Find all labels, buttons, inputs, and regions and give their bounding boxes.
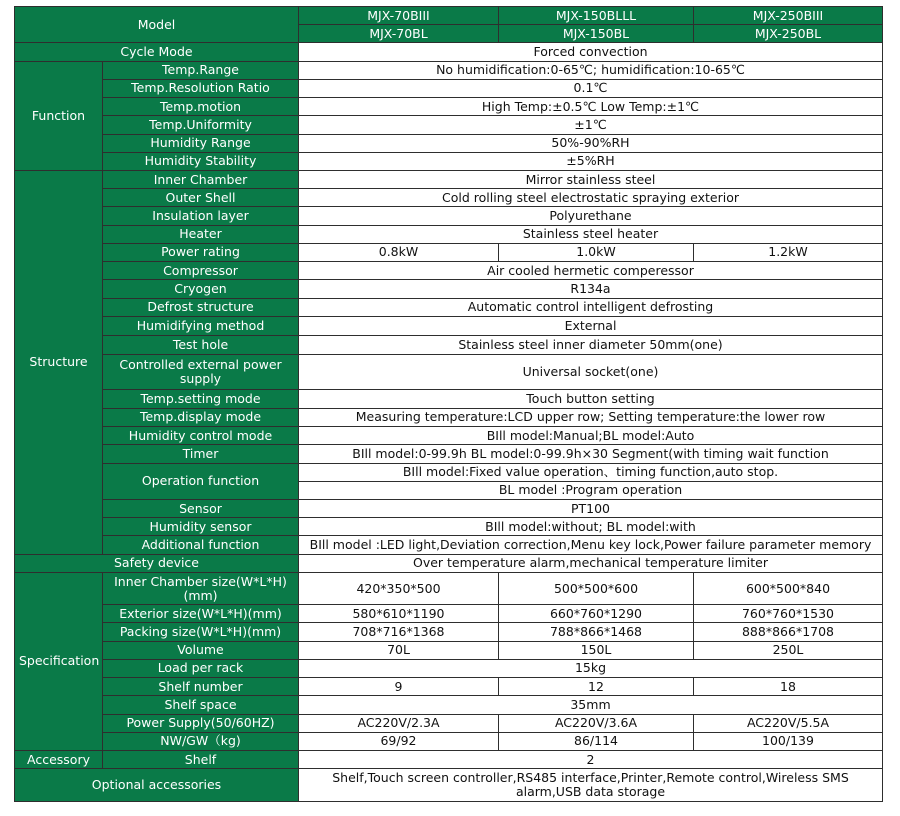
row-value: 12 [499,678,694,696]
row-label: Temp.Resolution Ratio [103,79,299,97]
row-value: External [299,316,883,335]
row-value: 86/114 [499,732,694,750]
row-value: 9 [299,678,499,696]
row-label: Temp.setting mode [103,389,299,408]
row-value: 708*716*1368 [299,623,499,641]
row-label: Volume [103,641,299,659]
row-label: Inner Chamber size(W*L*H)(mm) [103,572,299,604]
row-value: 150L [499,641,694,659]
row-value: 35mm [299,696,883,714]
row-value: AC220V/5.5A [694,714,883,732]
row-value: 1.2kW [694,243,883,261]
row-value: Cold rolling steel electrostatic spraying exterior [299,189,883,207]
row-label: Humidity Stability [103,152,299,170]
row-label: Shelf [103,750,299,768]
row-label: Humidity Range [103,134,299,152]
row-label: Outer Shell [103,189,299,207]
row-label: Humidifying method [103,316,299,335]
row-value: 500*500*600 [499,572,694,604]
row-value: AC220V/3.6A [499,714,694,732]
safety-device-value: Over temperature alarm,mechanical temperature limiter [299,554,883,572]
row-label: Insulation layer [103,207,299,225]
row-value: 70L [299,641,499,659]
row-label: Sensor [103,499,299,517]
model-name-1b: MJX-70BL [299,25,499,43]
accessory-section-label: Accessory [15,750,103,768]
row-value: 0.8kW [299,243,499,261]
row-value: Touch button setting [299,389,883,408]
model-name-2b: MJX-150BL [499,25,694,43]
row-value: BIll model:Manual;BL model:Auto [299,427,883,445]
row-value: Measuring temperature:LCD upper row; Setting temperature:the lower row [299,408,883,426]
row-value: 15kg [299,659,883,677]
row-value: BIll model:0-99.9h BL model:0-99.9h×30 Segment(with timing wait function [299,445,883,463]
row-value: 0.1℃ [299,79,883,97]
row-label: Heater [103,225,299,243]
row-value: 660*760*1290 [499,605,694,623]
row-value: BIll model :LED light,Deviation correction,Menu key lock,Power failure parameter memory [299,536,883,554]
row-label: Exterior size(W*L*H)(mm) [103,605,299,623]
cycle-mode-label: Cycle Mode [15,43,299,61]
row-label: Operation function [103,463,299,499]
row-value: No humidification:0-65℃; humidification:10-65℃ [299,61,883,79]
row-label: Timer [103,445,299,463]
row-value: PT100 [299,499,883,517]
model-name-3a: MJX-250BIII [694,7,883,25]
row-value: Automatic control intelligent defrosting [299,298,883,316]
row-label: Temp.Uniformity [103,116,299,134]
row-label: Test hole [103,335,299,354]
row-value: R134a [299,280,883,298]
optional-accessories-value: Shelf,Touch screen controller,RS485 interface,Printer,Remote control,Wireless SMS alarm,USB data storage [299,769,883,802]
row-label: Defrost structure [103,298,299,316]
row-value: Air cooled hermetic comperessor [299,262,883,280]
row-value: BIll model:without; BL model:with [299,518,883,536]
function-section-label: Function [15,61,103,170]
row-value: 100/139 [694,732,883,750]
row-value: 420*350*500 [299,572,499,604]
row-value: Stainless steel heater [299,225,883,243]
row-label: NW/GW（kg) [103,732,299,750]
row-label: Humidity sensor [103,518,299,536]
row-label: Temp.motion [103,98,299,116]
row-value: BL model :Program operation [299,481,883,499]
cycle-mode-value: Forced convection [299,43,883,61]
row-value: ±1℃ [299,116,883,134]
specification-section-label: Specification [15,572,103,750]
structure-section-label: Structure [15,170,103,554]
row-value: 760*760*1530 [694,605,883,623]
row-value: ±5%RH [299,152,883,170]
optional-accessories-label: Optional accessories [15,769,299,802]
row-label: Inner Chamber [103,170,299,188]
row-value: 18 [694,678,883,696]
model-name-2a: MJX-150BLLL [499,7,694,25]
row-value: Stainless steel inner diameter 50mm(one) [299,335,883,354]
row-label: Temp.display mode [103,408,299,426]
row-label: Temp.Range [103,61,299,79]
row-label: Additional function [103,536,299,554]
row-value: Mirror stainless steel [299,170,883,188]
row-label: Controlled external power supply [103,355,299,389]
row-label: Packing size(W*L*H)(mm) [103,623,299,641]
row-value: 580*610*1190 [299,605,499,623]
row-value: High Temp:±0.5℃ Low Temp:±1℃ [299,98,883,116]
safety-device-label: Safety device [15,554,299,572]
row-label: Humidity control mode [103,427,299,445]
model-name-3b: MJX-250BL [694,25,883,43]
row-value: AC220V/2.3A [299,714,499,732]
row-label: Cryogen [103,280,299,298]
row-value: 69/92 [299,732,499,750]
row-value: Polyurethane [299,207,883,225]
spec-table [14,6,883,802]
row-value: 600*500*840 [694,572,883,604]
row-value: BIll model:Fixed value operation、timing function,auto stop. [299,463,883,481]
row-value: 788*866*1468 [499,623,694,641]
row-label: Power rating [103,243,299,261]
row-label: Compressor [103,262,299,280]
row-value: 2 [299,750,883,768]
row-value: Universal socket(one) [299,355,883,389]
model-header: Model [15,7,299,43]
row-value: 250L [694,641,883,659]
row-value: 50%-90%RH [299,134,883,152]
row-label: Shelf space [103,696,299,714]
model-name-1a: MJX-70BIII [299,7,499,25]
row-label: Load per rack [103,659,299,677]
row-value: 888*866*1708 [694,623,883,641]
row-label: Shelf number [103,678,299,696]
row-label: Power Supply(50/60HZ) [103,714,299,732]
row-value: 1.0kW [499,243,694,261]
